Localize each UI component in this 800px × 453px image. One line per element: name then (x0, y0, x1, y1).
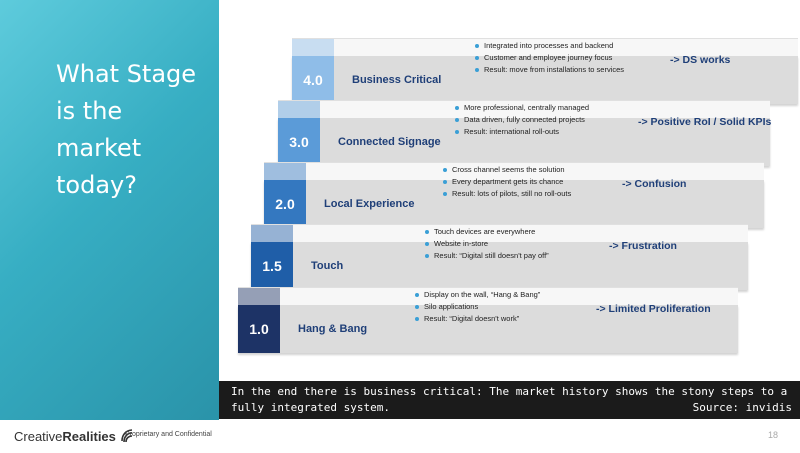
logo-text-creative: Creative (14, 428, 63, 444)
stage-number: 3.0 (278, 118, 320, 166)
page-number: 18 (767, 430, 778, 440)
step-riser (238, 290, 738, 353)
step-tread-accent (292, 39, 334, 57)
stage-name: Connected Signage (338, 136, 441, 148)
stage-number: 1.5 (251, 242, 293, 290)
stage-bullet: Result: “Digital doesn't work” (414, 313, 540, 325)
company-logo (14, 428, 135, 444)
step-riser (264, 165, 764, 228)
slide-question: What Stage is the market today? (56, 60, 197, 199)
stage-outcome: -> Positive RoI / Solid KPIs (638, 116, 772, 128)
stage-bullet: Result: international roll-outs (454, 126, 589, 138)
caption-source: Source: invidis (692, 401, 792, 414)
stage-outcome: -> DS works (670, 54, 731, 66)
step-tread-accent (278, 101, 320, 119)
stage-number: 4.0 (292, 56, 334, 104)
caption-bar (219, 381, 800, 419)
stage-bullet: Silo applications (414, 301, 540, 313)
confidential-label: Proprietary and Confidential (125, 431, 212, 438)
step-riser (292, 41, 798, 104)
stage-bullet: Result: lots of pilots, still no roll-outs (442, 188, 571, 200)
stage-bullet: Integrated into processes and backend (474, 40, 624, 52)
step-riser (251, 227, 748, 290)
title-panel (0, 0, 219, 420)
stage-outcome: -> Frustration (609, 240, 677, 252)
stage-bullet: Cross channel seems the solution (442, 164, 571, 176)
caption-text: In the end there is business critical: The market history shows the stony steps to a fully integrated system. (231, 385, 788, 414)
stage-number: 1.0 (238, 305, 280, 353)
stage-bullet: Data driven, fully connected projects (454, 114, 589, 126)
stage-bullet: Display on the wall, “Hang & Bang” (414, 289, 540, 301)
stage-bullet: Result: “Digital still doesn't pay off” (424, 250, 549, 262)
logo-text-realities: Realities (62, 428, 116, 444)
stage-bullet: Touch devices are everywhere (424, 226, 549, 238)
stage-outcome: -> Limited Proliferation (596, 303, 711, 315)
step-riser (278, 103, 772, 166)
stage-bullets (442, 164, 571, 200)
stage-name: Hang & Bang (298, 323, 368, 335)
stage-bullets (424, 226, 549, 262)
stage-bullet: More professional, centrally managed (454, 102, 589, 114)
stage-bullets (414, 289, 540, 325)
stage-name: Local Experience (324, 198, 415, 210)
stage-bullet: Customer and employee journey focus (474, 52, 624, 64)
stage-bullet: Website in-store (424, 238, 549, 250)
stage-bullets (454, 102, 589, 138)
stage-name: Business Critical (352, 74, 442, 86)
stage-bullet: Result: move from installations to services (474, 64, 624, 76)
step-tread-accent (238, 288, 280, 306)
stage-number: 2.0 (264, 180, 306, 228)
step-tread-accent (251, 225, 293, 243)
stage-bullets (474, 40, 624, 76)
stage-outcome: -> Confusion (622, 178, 687, 190)
footer (0, 420, 800, 453)
stage-name: Touch (311, 260, 344, 272)
step-tread-accent (264, 163, 306, 181)
stage-bullet: Every department gets its chance (442, 176, 571, 188)
